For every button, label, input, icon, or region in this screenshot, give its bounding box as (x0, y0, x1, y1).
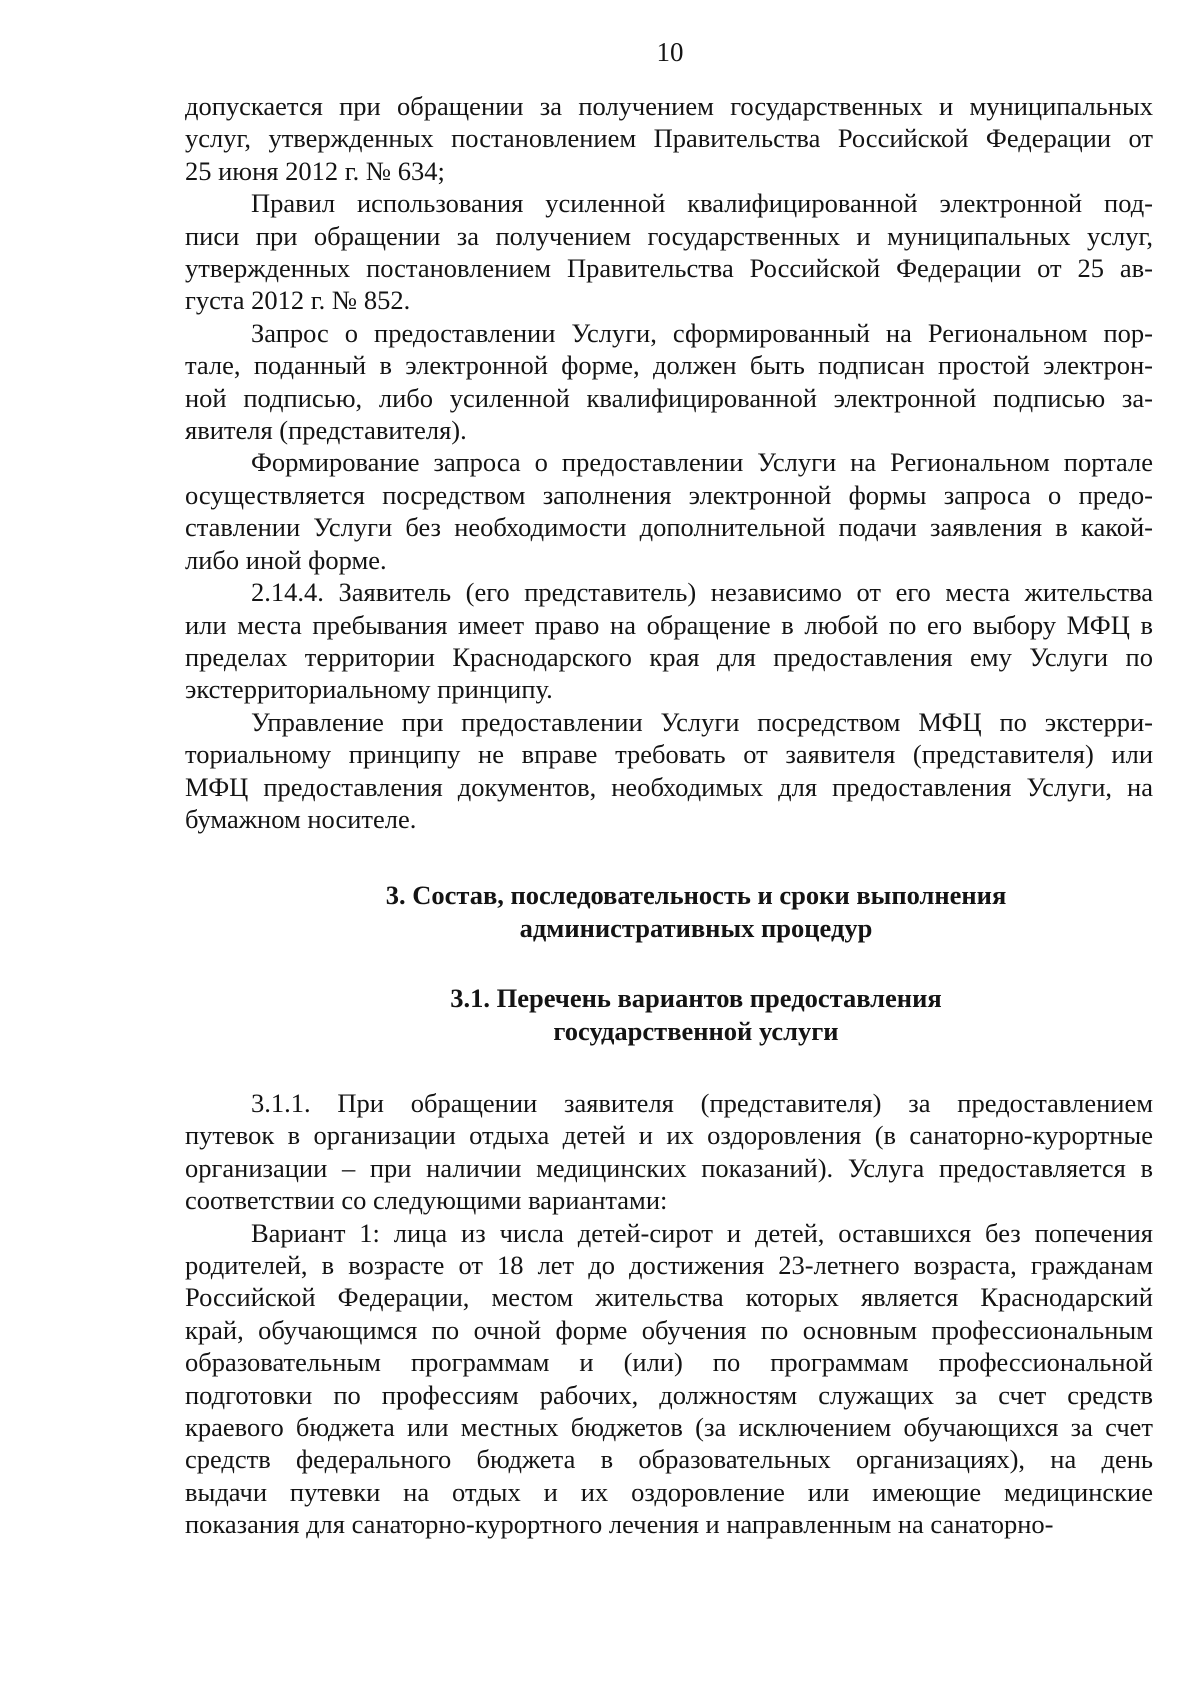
paragraphs-bottom (185, 1087, 1153, 1541)
page-number: 10 (656, 37, 684, 67)
paragraph-row (185, 1281, 1153, 1313)
paragraph-row (185, 1314, 1153, 1346)
paragraph-line: либо иной форме. (185, 544, 387, 575)
heading-line: государственной услуги (553, 1015, 839, 1046)
paragraph-row (185, 1411, 1153, 1443)
paragraph-line: Управление при предоставлении Услуги посредством МФЦ по экстерри- (251, 706, 1153, 737)
paragraph-row (185, 1119, 1153, 1151)
paragraph-line: соответствии со следующими вариантами: (185, 1185, 668, 1216)
paragraph (185, 576, 1153, 706)
paragraph-line: 3.1.1. При обращении заявителя (представителя) за предоставлением (251, 1087, 1153, 1118)
paragraph-row (185, 511, 1153, 543)
paragraph-row (185, 738, 1153, 770)
paragraph-line: средств федерального бюджета в образовательных организациях), на день (185, 1444, 1153, 1475)
paragraph-row (185, 706, 1153, 738)
paragraphs-top (185, 90, 1153, 835)
paragraph-line: бумажном носителе. (185, 803, 417, 834)
paragraph-line: осуществляется посредством заполнения электронной формы запроса о предо- (185, 479, 1153, 510)
paragraph-line: Запрос о предоставлении Услуги, сформированный на Региональном пор- (251, 317, 1153, 348)
paragraph-row (185, 1087, 1153, 1119)
paragraph (185, 317, 1153, 447)
paragraph-row (185, 479, 1153, 511)
paragraph (185, 706, 1153, 836)
paragraph (185, 1087, 1153, 1217)
paragraph-row (185, 446, 1153, 478)
paragraph-row (185, 803, 1153, 835)
paragraph-row (185, 609, 1153, 641)
paragraph-line: Вариант 1: лица из числа детей-сирот и детей, оставшихся без попечения (251, 1217, 1153, 1248)
paragraph-line: тале, поданный в электронной форме, должен быть подписан простой электрон- (185, 350, 1153, 381)
paragraph-line: организации – при наличии медицинских показаний). Услуга предоставляется в (185, 1152, 1153, 1183)
paragraph-row (185, 1379, 1153, 1411)
paragraph-line: услуг, утвержденных постановлением Правительства Российской Федерации от (185, 123, 1153, 154)
paragraph-line: ставлении Услуги без необходимости дополнительной подачи заявления в какой- (185, 512, 1153, 543)
paragraph-line: писи при обращении за получением государственных и муниципальных услуг, (185, 220, 1153, 251)
paragraph-line: выдачи путевки на отдых и их оздоровление или имеющие медицинские (185, 1476, 1153, 1507)
paragraph-row (185, 544, 1153, 576)
paragraph-row (185, 155, 1153, 187)
paragraph-line: Формирование запроса о предоставлении Услуги на Региональном портале (251, 447, 1153, 478)
paragraph-line: ториальному принципу не вправе требовать от заявителя (представителя) или (185, 739, 1153, 770)
paragraph (185, 90, 1153, 187)
paragraph-row (185, 1217, 1153, 1249)
paragraph-row (185, 771, 1153, 803)
paragraph-line: утвержденных постановлением Правительства Российской Федерации от 25 ав- (185, 253, 1153, 284)
heading-line: 3. Состав, последовательность и сроки выполнения (385, 880, 1007, 911)
paragraph (185, 446, 1153, 576)
paragraph-row (185, 252, 1153, 284)
body-text (185, 90, 1153, 1541)
paragraph (185, 187, 1153, 317)
paragraph-line: Российской Федерации, местом жительства которых является Краснодарский (185, 1282, 1153, 1313)
paragraph-row (185, 1508, 1153, 1540)
paragraph-row (185, 90, 1153, 122)
paragraph-line: густа 2012 г. № 852. (185, 285, 411, 316)
paragraph-row (185, 1443, 1153, 1475)
paragraph-row (185, 220, 1153, 252)
paragraph-row (185, 382, 1153, 414)
paragraph-row (185, 187, 1153, 219)
paragraph-line: подготовки по профессиям рабочих, должностям служащих за счет средств (185, 1379, 1153, 1410)
paragraph-row (185, 317, 1153, 349)
paragraph-row (185, 1476, 1153, 1508)
heading-line: 3.1. Перечень вариантов предоставления (450, 983, 942, 1014)
paragraph-row (185, 1152, 1153, 1184)
paragraph-line: показания для санаторно-курортного лечения и направленным на санаторно- (185, 1509, 1054, 1540)
paragraph-line: явителя (представителя). (185, 415, 467, 446)
paragraph-line: экстерриториальному принципу. (185, 674, 553, 705)
heading-line: административных процедур (519, 912, 873, 943)
paragraph-line: краевого бюджета или местных бюджетов (за исключением обучающихся за счет (185, 1412, 1153, 1443)
paragraph-line: допускается при обращении за получением государственных и муниципальных (185, 91, 1153, 121)
paragraph-line: МФЦ предоставления документов, необходимых для предоставления Услуги, на (185, 771, 1153, 802)
section-heading-3-1 (185, 982, 1153, 1047)
paragraph-row (185, 1249, 1153, 1281)
paragraph-row (185, 414, 1153, 446)
paragraph-line: путевок в организации отдыха детей и их оздоровления (в санаторно-курортные (185, 1120, 1153, 1151)
paragraph-line: образовательным программам и (или) по программам профессиональной (185, 1347, 1153, 1378)
paragraph-row (185, 576, 1153, 608)
section-heading-3 (185, 879, 1153, 944)
paragraph-line: 25 июня 2012 г. № 634; (185, 155, 445, 186)
paragraph-line: ной подписью, либо усиленной квалифицированной электронной подписью за- (185, 382, 1153, 413)
paragraph-row (185, 673, 1153, 705)
paragraph-row (185, 1346, 1153, 1378)
paragraph (185, 1217, 1153, 1541)
paragraph-line: или места пребывания имеет право на обращение в любой по его выбору МФЦ в (185, 609, 1153, 640)
paragraph-line: пределах территории Краснодарского края для предоставления ему Услуги по (185, 641, 1153, 672)
paragraph-row (185, 349, 1153, 381)
paragraph-row (185, 1184, 1153, 1216)
paragraph-line: 2.14.4. Заявитель (его представитель) независимо от его места жительства (251, 577, 1153, 608)
paragraph-line: край, обучающимся по очной форме обучения по основным профессиональным (185, 1314, 1153, 1345)
paragraph-line: Правил использования усиленной квалифицированной электронной под- (251, 188, 1153, 219)
paragraph-row (185, 284, 1153, 316)
paragraph-line: родителей, в возрасте от 18 лет до достижения 23-летнего возраста, гражданам (185, 1250, 1153, 1280)
paragraph-row (185, 122, 1153, 154)
paragraph-row (185, 641, 1153, 673)
